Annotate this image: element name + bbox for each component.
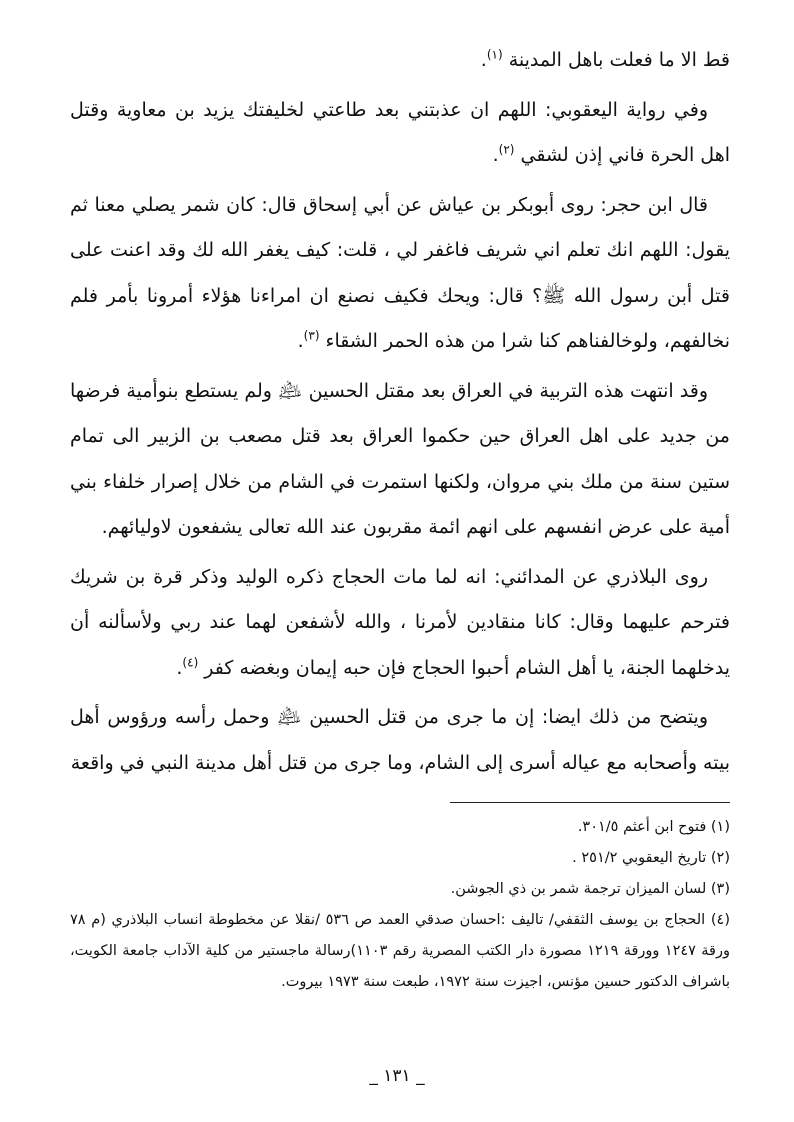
paragraph-6-text: ويتضح من ذلك ايضا: إن ما جرى من قتل الحسين ﵇ وحمل رأسه ورؤوس أهل بيته وأصحابه مع عياله أسرى إلى الشام، وما جرى من قتل أهل مدينة النبي في واقعة (70, 706, 730, 774)
footnote-ref-4: (٤) (182, 655, 199, 670)
footnote-1: (١) فتوح ابن أعثم ٣٠١/٥. (577, 819, 730, 835)
footnote-ref-2: (٢) (498, 142, 515, 157)
paragraph-1-end: . (480, 49, 487, 71)
main-text (70, 38, 730, 790)
footnote-4: (٤) الحجاج بن يوسف الثقفي/ تاليف :احسان صدقي العمد ص ٥٣٦ /نقلا عن مخطوطة انساب البلاذري (م ٧٨ ورقة ١٢٤٧ وورقة ١٢١٩ مصورة دار الكتب المصرية رقم ١١٠٣)رسالة ماجستير من كلية الآداب جامعة الكويت، باشراف الدكتور حسين مؤنس، اجيزت سنة ١٩٧٢، طبعت سنة ١٩٧٣ بيروت. (70, 912, 730, 990)
paragraph-5 (70, 555, 730, 692)
footnote-2: (٢) تاريخ اليعقوبي ٢٥١/٢ . (572, 850, 730, 866)
footnote-divider (450, 802, 730, 803)
page-number: _ ١٣١ _ (369, 1066, 425, 1086)
footnote-ref-3: (٣) (303, 328, 320, 343)
footnote-3: (٣) لسان الميزان ترجمة شمر بن ذي الجوشن. (450, 881, 730, 897)
paragraph-4 (70, 369, 730, 551)
footnotes (70, 812, 730, 998)
footnote-ref-1: (١) (486, 47, 503, 62)
paragraph-5-text: روى البلاذري عن المدائني: انه لما مات الحجاج ذكره الوليد وذكر قرة بن شريك فترحم عليهما وقال: كانا منقادين لأمرنا ، والله لأشفعن لهما عند ربي ولأسألنه أن يدخلهما الجنة، يا أهل الشام أحبوا الحجاج فإن حبه إيمان وبغضه كفر (70, 565, 730, 679)
paragraph-3-end: . (297, 330, 304, 352)
paragraph-6 (70, 695, 730, 786)
paragraph-3 (70, 183, 730, 365)
paragraph-2-text: وفي رواية اليعقوبي: اللهم ان عذبتني بعد طاعتي لخليفتك يزيد بن معاوية وقتل اهل الحرة فاني إذن لشقي (70, 98, 730, 166)
paragraph-4-text: وقد انتهت هذه التربية في العراق بعد مقتل الحسين ﵇ ولم يستطع بنوأمية فرضها من جديد على اهل العراق حين حكموا العراق بعد قتل مصعب بن الزبير الى تمام ستين سنة من ملك بني مروان، ولكنها استمرت في الشام من خلال إصرار خلفاء بني أمية على عرض انفسهم على انهم ائمة مقربون عند الله تعالى يشفعون لاوليائهم. (70, 379, 730, 538)
paragraph-5-end: . (176, 656, 183, 679)
paragraph-2-end: . (492, 144, 499, 166)
paragraph-1 (70, 38, 730, 84)
paragraph-2 (70, 88, 730, 179)
paragraph-3-text: قال ابن حجر: روى أبوبكر بن عياش عن أبي إسحاق قال: كان شمر يصلي معنا ثم يقول: اللهم انك تعلم اني شريف فاغفر لي ، قلت: كيف يغفر الله لك وقد اعنت على قتل أبن رسول الله ﷺ؟ قال: ويحك فكيف نصنع ان امراءنا هؤلاء أمرونا بأمر فلم نخالفهم، ولوخالفناهم كنا شرا من هذه الحمر الشقاء (70, 193, 730, 352)
paragraph-1-text: قط الا ما فعلت باهل المدينة (508, 49, 730, 71)
